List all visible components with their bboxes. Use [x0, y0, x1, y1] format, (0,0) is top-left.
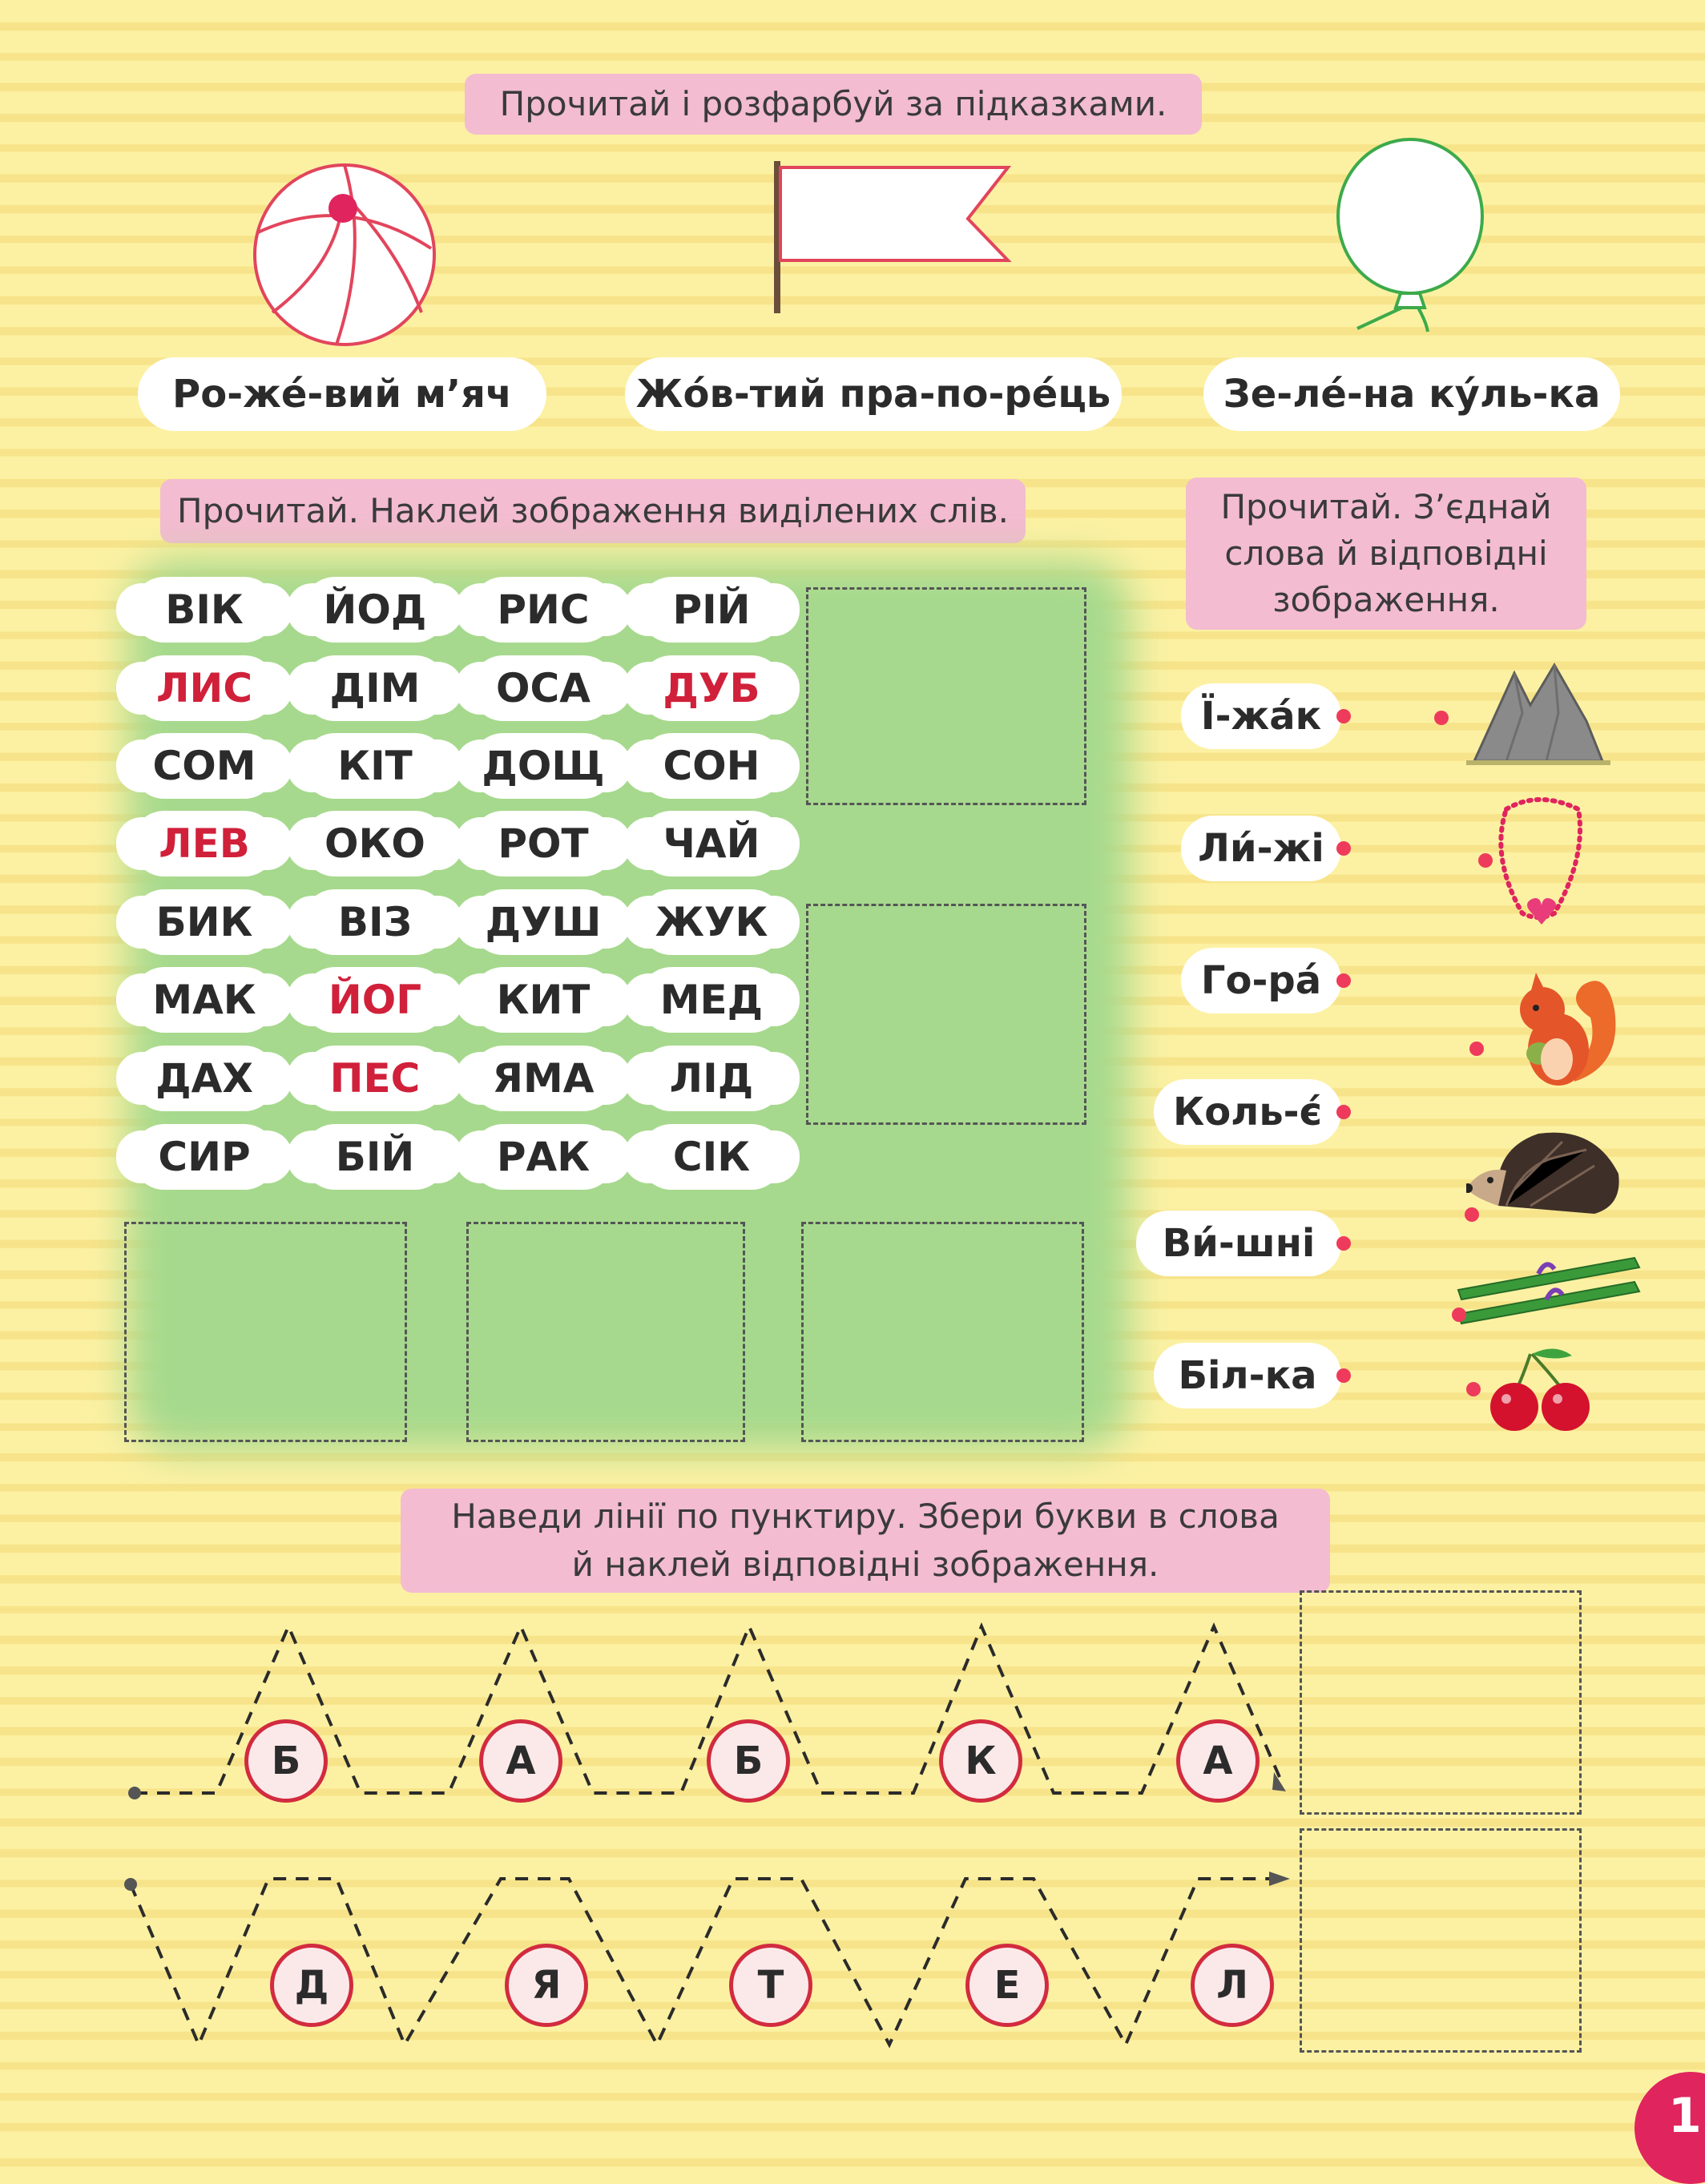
letter-circle: Д	[270, 1944, 353, 2027]
instruction-line: Наведи лінії по пунктиру. Збери букви в слова	[451, 1497, 1280, 1536]
word-cloud: КИТ	[471, 967, 615, 1033]
word-cloud: ДУШ	[471, 889, 615, 955]
letter-circle: А	[479, 1719, 562, 1803]
instruction-line: зображення.	[1272, 580, 1500, 619]
word-cloud: ЙОД	[303, 577, 447, 643]
word-cloud: ВІК	[132, 577, 276, 643]
word-cloud: РІЙ	[639, 577, 784, 643]
word-cloud: ЛЕВ	[132, 811, 276, 876]
word-cloud: МЕД	[639, 967, 784, 1033]
word-cloud: СОМ	[132, 733, 276, 799]
word-cloud: ОСА	[471, 655, 615, 721]
word-cloud: КІТ	[303, 733, 447, 799]
sticker-slot[interactable]	[1300, 1828, 1582, 2053]
word-cloud: МАК	[132, 967, 276, 1033]
word-cloud: БИК	[132, 889, 276, 955]
instruction-text: Прочитай. Наклей зображення виділених слів.	[177, 491, 1009, 530]
label-text: Жóв-тий пра-по-рéць	[635, 372, 1111, 417]
letter-circle: Б	[707, 1719, 790, 1803]
connect-word: Го-рá	[1181, 948, 1341, 1013]
word-cloud: ЯМА	[471, 1046, 615, 1111]
word-cloud: ДІМ	[303, 655, 447, 721]
letter-circle: А	[1176, 1719, 1260, 1803]
word-cloud: ПЕС	[303, 1046, 447, 1111]
connect-word: Ї-жáк	[1181, 683, 1341, 749]
word-cloud: РИС	[471, 577, 615, 643]
word-cloud: ЛИС	[132, 655, 276, 721]
letter-circle: Л	[1191, 1944, 1274, 2027]
word-cloud: РАК	[471, 1124, 615, 1190]
sticker-slot[interactable]	[1300, 1590, 1582, 1815]
word-cloud: РОТ	[471, 811, 615, 876]
word-cloud: ДОЩ	[471, 733, 615, 799]
letter-circle: Б	[244, 1719, 328, 1803]
connect-word: Ви́-шні	[1136, 1211, 1341, 1276]
connect-word: Біл-ка	[1154, 1343, 1341, 1408]
word-cloud: ОКО	[303, 811, 447, 876]
letter-circle: Е	[965, 1944, 1049, 2027]
instruction-text: Прочитай і розфарбуй за підказками.	[499, 84, 1167, 123]
word-cloud: ЖУК	[639, 889, 784, 955]
connect-word: Коль-є́	[1154, 1079, 1341, 1145]
word-cloud: СИР	[132, 1124, 276, 1190]
letter-circle: Я	[505, 1944, 588, 2027]
letter-circle: К	[939, 1719, 1022, 1803]
instruction-line: й наклей відповідні зображення.	[571, 1545, 1159, 1584]
word-cloud: ЛІД	[639, 1046, 784, 1111]
word-cloud: СОН	[639, 733, 784, 799]
instruction-line: Прочитай. З’єднай	[1220, 487, 1552, 526]
page-number-text: 1	[1668, 2088, 1702, 2144]
word-cloud: ЧАЙ	[639, 811, 784, 876]
word-cloud: СІК	[639, 1124, 784, 1190]
label-text: Зе-лé-на кýль-ка	[1223, 372, 1601, 417]
word-cloud: БІЙ	[303, 1124, 447, 1190]
letter-circle: Т	[729, 1944, 812, 2027]
instruction-line: слова й відповідні	[1224, 534, 1548, 573]
word-cloud: ЙОГ	[303, 967, 447, 1033]
label-text: Ро-жé-вий м’яч	[172, 372, 512, 417]
word-cloud: ДАХ	[132, 1046, 276, 1111]
word-cloud: ДУБ	[639, 655, 784, 721]
word-cloud: ВІЗ	[303, 889, 447, 955]
connect-word: Ли́-жі	[1181, 816, 1341, 881]
